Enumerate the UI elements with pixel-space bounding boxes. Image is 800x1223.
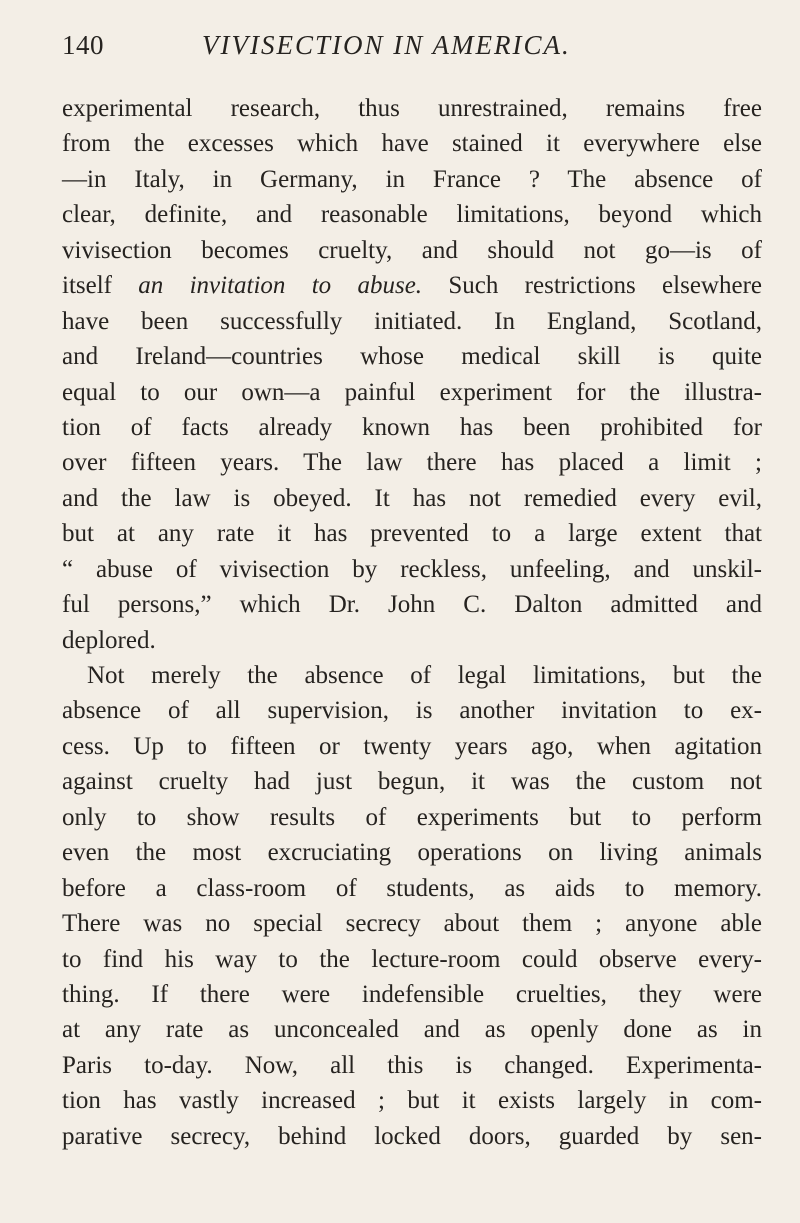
text-line: only to show results of experiments but to perform [62, 803, 762, 831]
body-text [62, 91, 762, 1154]
text-line: tion of facts already known has been prohibited for [62, 413, 762, 441]
text-line: even the most excruciating operations on living animals [62, 839, 762, 867]
text-line: from the excesses which have stained it everywhere else [62, 130, 762, 158]
text-line: to find his way to the lecture-room could observe every- [62, 945, 762, 973]
text-line: Not merely the absence of legal limitations, but the [87, 662, 762, 689]
text-line: “ abuse of vivisection by reckless, unfeeling, and unskil- [62, 555, 762, 583]
text-line: have been successfully initiated. In England, Scotland, [62, 307, 762, 335]
running-title: VIVISECTION IN AMERICA. [202, 30, 571, 60]
text-line: but at any rate it has prevented to a large extent that [62, 520, 762, 548]
text-line: Paris to-day. Now, all this is changed. Experimenta- [62, 1051, 762, 1079]
text-line: There was no special secrecy about them ; anyone able [62, 910, 762, 938]
text-line: absence of all supervision, is another invitation to ex- [62, 697, 762, 725]
page-number: 140 [62, 30, 104, 60]
running-head [62, 30, 752, 70]
emphasized-text: an invitation to abuse. [138, 272, 423, 300]
text-line: experimental research, thus unrestrained, remains free [62, 95, 762, 122]
text-segment: itself [62, 272, 139, 300]
text-line: deplored. [62, 626, 156, 654]
text-line: thing. If there were indefensible cruelties, they were [62, 980, 762, 1008]
text-segment: Such restrictions elsewhere [422, 272, 762, 300]
text-line: cess. Up to fifteen or twenty years ago, when agitation [62, 732, 762, 760]
text-line: ful persons,” which Dr. John C. Dalton admitted and [62, 591, 762, 619]
text-line: before a class-room of students, as aids to memory. [62, 874, 762, 902]
text-line: against cruelty had just begun, it was the custom not [62, 768, 762, 796]
text-line: parative secrecy, behind locked doors, guarded by sen- [62, 1122, 762, 1150]
text-line: at any rate as unconcealed and as openly done as in [62, 1016, 762, 1044]
text-line: equal to our own—a painful experiment for the illustra- [62, 378, 762, 406]
text-line: over fifteen years. The law there has placed a limit ; [62, 449, 762, 477]
text-line [62, 268, 762, 303]
text-line: tion has vastly increased ; but it exists largely in com- [62, 1087, 762, 1115]
text-line: and the law is obeyed. It has not remedied every evil, [62, 484, 762, 512]
text-line: vivisection becomes cruelty, and should not go—is of [62, 236, 762, 264]
text-line: and Ireland—countries whose medical skill is quite [62, 343, 762, 371]
text-line: clear, definite, and reasonable limitations, beyond which [62, 201, 762, 229]
text-line: —in Italy, in Germany, in France ? The absence of [62, 165, 762, 193]
